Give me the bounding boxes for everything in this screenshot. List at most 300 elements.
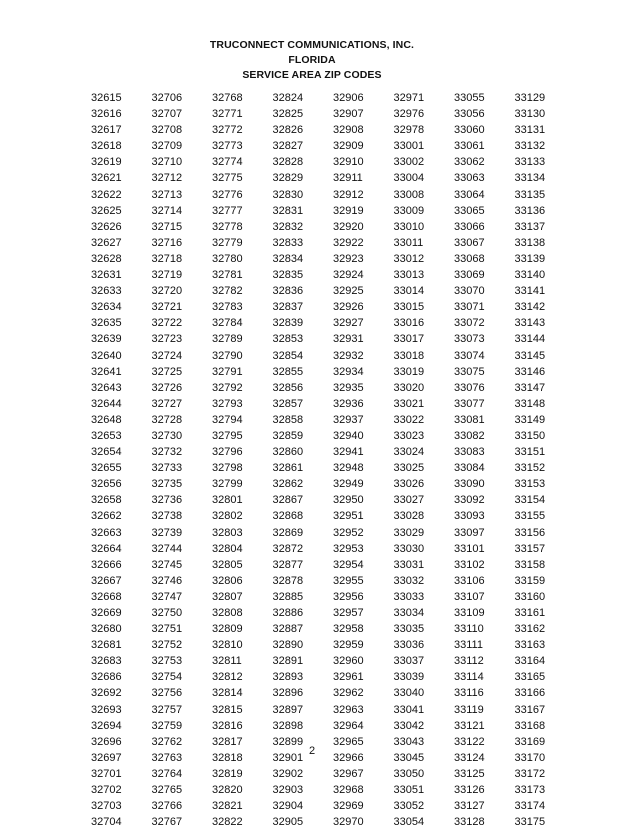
zip-code-cell: 32896 [272, 687, 304, 700]
zip-code-cell: 33158 [514, 558, 546, 571]
zip-code-cell: 33009 [393, 204, 425, 217]
zip-code-cell: 33027 [393, 494, 425, 507]
zip-code-cell: 32666 [91, 558, 122, 571]
zip-code-cell: 32768 [212, 92, 243, 104]
table-row [91, 396, 561, 412]
zip-code-cell: 33026 [393, 478, 425, 491]
zip-code-cell: 32949 [333, 478, 364, 491]
zip-code-cell: 32909 [333, 140, 364, 153]
zip-code-cell: 32825 [272, 108, 304, 121]
zip-code-cell: 32971 [393, 92, 425, 104]
zip-code-cell: 32762 [151, 735, 183, 748]
zip-code-cell: 33173 [514, 784, 546, 797]
zip-code-cell: 33008 [393, 188, 425, 201]
zip-code-cell: 33167 [514, 703, 546, 716]
zip-code-cell: 32774 [212, 156, 243, 169]
document-title: SERVICE AREA ZIP CODES [242, 69, 382, 81]
zip-code-cell: 32718 [151, 252, 183, 265]
zip-code-cell: 32626 [91, 220, 122, 233]
zip-code-cell: 33076 [454, 381, 485, 394]
zip-code-cell: 33136 [514, 204, 546, 217]
zip-code-cell: 33114 [454, 671, 484, 684]
zip-code-cell: 33072 [454, 317, 485, 330]
zip-code-cell: 32680 [91, 623, 122, 636]
zip-code-cell: 33064 [454, 188, 485, 201]
zip-code-cell: 32763 [151, 751, 183, 764]
zip-code-cell: 33141 [514, 285, 546, 298]
zip-code-cell: 32728 [151, 413, 183, 426]
zip-code-cell: 33102 [454, 558, 485, 571]
zip-code-cell: 32809 [212, 623, 243, 636]
zip-code-cell: 33041 [393, 703, 425, 716]
zip-code-cell: 33116 [454, 687, 484, 700]
zip-code-cell: 32927 [333, 317, 364, 330]
zip-code-cell: 32818 [212, 751, 243, 764]
zip-code-cell: 32669 [91, 607, 122, 619]
zip-code-cell: 33168 [514, 719, 546, 732]
zip-code-cell: 32735 [151, 478, 183, 491]
table-row [91, 508, 561, 524]
table-row [91, 203, 561, 219]
zip-code-cell: 33013 [393, 269, 425, 282]
zip-code-cell: 32815 [212, 703, 243, 716]
zip-code-cell: 32635 [91, 317, 122, 330]
zip-code-cell: 32715 [151, 220, 183, 233]
zip-code-cell: 32952 [333, 526, 364, 539]
zip-code-cell: 32878 [272, 574, 304, 587]
zip-code-cell: 32704 [91, 816, 122, 829]
zip-code-cell: 32858 [272, 413, 304, 426]
zip-code-cell: 32627 [91, 236, 122, 249]
table-row [91, 364, 561, 380]
zip-code-cell: 32772 [212, 124, 243, 137]
zip-code-cell: 33162 [514, 623, 546, 636]
zip-code-cell: 32709 [151, 140, 183, 153]
zip-code-cell: 32633 [91, 285, 122, 298]
zip-code-cell: 32639 [91, 333, 122, 346]
zip-code-cell: 32640 [91, 349, 122, 362]
zip-code-cell: 33112 [454, 655, 484, 668]
zip-code-cell: 33014 [393, 285, 425, 298]
zip-code-cell: 33126 [454, 784, 485, 797]
table-row [91, 573, 561, 589]
zip-code-cell: 33174 [514, 800, 546, 813]
table-row [91, 315, 561, 331]
zip-code-cell: 32664 [91, 542, 122, 555]
zip-code-cell: 32954 [333, 558, 364, 571]
table-row [91, 90, 561, 106]
table-row [91, 589, 561, 605]
table-row [91, 219, 561, 235]
table-row [91, 685, 561, 701]
zip-code-cell: 32747 [151, 590, 183, 603]
zip-code-cell: 33097 [454, 526, 485, 539]
zip-code-cell: 33151 [514, 446, 546, 459]
zip-code-cell: 32628 [91, 252, 122, 265]
table-row [91, 106, 561, 122]
zip-code-cell: 32925 [333, 285, 364, 298]
table-row [91, 605, 561, 621]
zip-code-cell: 33169 [514, 735, 546, 748]
zip-code-cell: 32648 [91, 413, 122, 426]
zip-code-cell: 33101 [454, 542, 485, 555]
table-row [91, 235, 561, 251]
zip-code-cell: 33092 [454, 494, 485, 507]
zip-code-cell: 33128 [454, 816, 485, 829]
zip-code-cell: 32716 [151, 236, 183, 249]
zip-code-cell: 32868 [272, 510, 304, 523]
zip-code-cell: 33142 [514, 301, 546, 314]
zip-code-cell: 33107 [454, 590, 485, 603]
zip-code-cell: 33148 [514, 397, 546, 410]
zip-code-cell: 33034 [393, 607, 425, 619]
zip-code-cell: 32935 [333, 381, 364, 394]
zip-code-cell: 33144 [514, 333, 546, 346]
zip-code-cell: 33140 [514, 269, 546, 282]
zip-code-cell: 32830 [272, 188, 304, 201]
zip-code-cell: 33139 [514, 252, 546, 265]
zip-code-cell: 33019 [393, 365, 425, 378]
zip-code-cell: 32775 [212, 172, 243, 185]
zip-code-cell: 32692 [91, 687, 122, 700]
zip-code-cell: 32781 [212, 269, 243, 282]
zip-code-cell: 32766 [151, 800, 183, 813]
zip-code-cell: 33084 [454, 462, 485, 475]
table-row [91, 525, 561, 541]
zip-code-cell: 33153 [514, 478, 546, 491]
zip-code-cell: 32854 [272, 349, 304, 362]
zip-code-cell: 32941 [333, 446, 364, 459]
zip-code-cell: 32810 [212, 639, 243, 652]
zip-code-cell: 32794 [212, 413, 243, 426]
zip-code-cell: 32860 [272, 446, 304, 459]
zip-code-cell: 32833 [272, 236, 304, 249]
zip-code-cell: 33012 [393, 252, 425, 265]
table-row [91, 541, 561, 557]
zip-code-cell: 32885 [272, 590, 304, 603]
zip-code-cell: 32662 [91, 510, 122, 523]
zip-code-cell: 32796 [212, 446, 243, 459]
zip-code-cell: 32693 [91, 703, 122, 716]
zip-code-cell: 32703 [91, 800, 122, 813]
zip-code-cell: 33149 [514, 413, 546, 426]
zip-code-cell: 32780 [212, 252, 243, 265]
zip-code-cell: 32903 [272, 784, 304, 797]
zip-code-cell: 32722 [151, 317, 183, 330]
zip-code-cell: 32922 [333, 236, 364, 249]
table-row [91, 283, 561, 299]
zip-code-cell: 32956 [333, 590, 364, 603]
zip-code-cell: 33135 [514, 188, 546, 201]
zip-code-cell: 32926 [333, 301, 364, 314]
zip-code-cell: 33106 [454, 574, 485, 587]
zip-code-cell: 32625 [91, 204, 122, 217]
zip-code-cell: 32668 [91, 590, 122, 603]
zip-code-cell: 32812 [212, 671, 243, 684]
zip-code-cell: 33121 [454, 719, 485, 732]
zip-code-cell: 32744 [151, 542, 183, 555]
zip-code-cell: 32773 [212, 140, 243, 153]
zip-code-cell: 32827 [272, 140, 304, 153]
zip-code-cell: 32732 [151, 446, 183, 459]
zip-code-cell: 32905 [272, 816, 304, 829]
zip-code-cell: 33020 [393, 381, 425, 394]
table-row [91, 492, 561, 508]
zip-code-cell: 32683 [91, 655, 122, 668]
zip-code-cell: 32893 [272, 671, 304, 684]
zip-code-cell: 32904 [272, 800, 304, 813]
zip-code-cell: 32739 [151, 526, 183, 539]
zip-code-cell: 33129 [514, 92, 546, 104]
zip-code-cell: 33132 [514, 140, 546, 153]
table-row [91, 331, 561, 347]
table-row [91, 621, 561, 637]
zip-code-cell: 32891 [272, 655, 304, 668]
zip-code-cell: 33110 [454, 623, 484, 636]
zip-code-cell: 33060 [454, 124, 485, 137]
zip-code-cell: 33062 [454, 156, 485, 169]
zip-code-cell: 33051 [393, 784, 425, 797]
zip-code-cell: 32853 [272, 333, 304, 346]
zip-code-cell: 32767 [151, 816, 183, 829]
zip-code-cell: 33154 [514, 494, 546, 507]
zip-code-cell: 33077 [454, 397, 485, 410]
zip-code-cell: 32957 [333, 607, 364, 619]
zip-code-cell: 32839 [272, 317, 304, 330]
zip-code-cell: 32820 [212, 784, 243, 797]
zip-code-cell: 32821 [212, 800, 243, 813]
zip-code-cell: 33111 [454, 639, 483, 652]
zip-code-cell: 32902 [272, 767, 304, 780]
zip-code-cell: 32750 [151, 607, 183, 619]
zip-code-cell: 32978 [393, 124, 425, 137]
zip-code-cell: 33054 [393, 816, 425, 829]
zip-code-cell: 32701 [91, 767, 122, 780]
zip-code-cell: 32829 [272, 172, 304, 185]
zip-code-cell: 33063 [454, 172, 485, 185]
zip-code-cell: 32655 [91, 462, 122, 475]
zip-code-cell: 32887 [272, 623, 304, 636]
zip-code-cell: 32656 [91, 478, 122, 491]
zip-code-cell: 33093 [454, 510, 485, 523]
zip-code-cell: 33061 [454, 140, 485, 153]
zip-code-cell: 32615 [91, 92, 122, 104]
zip-code-cell: 32784 [212, 317, 243, 330]
zip-code-cell: 32811 [212, 655, 242, 668]
zip-code-cell: 32919 [333, 204, 364, 217]
zip-code-cell: 32822 [212, 816, 243, 829]
table-row [91, 412, 561, 428]
zip-code-cell: 33055 [454, 92, 485, 104]
zip-code-cell: 33024 [393, 446, 425, 459]
zip-code-cell: 32898 [272, 719, 304, 732]
zip-code-cell: 33145 [514, 349, 546, 362]
zip-code-cell: 32832 [272, 220, 304, 233]
zip-code-cell: 32855 [272, 365, 304, 378]
zip-code-cell: 32765 [151, 784, 183, 797]
zip-code-cell: 33137 [514, 220, 546, 233]
zip-code-cell: 33056 [454, 108, 485, 121]
zip-code-cell: 32966 [333, 751, 364, 764]
zip-code-cell: 32861 [272, 462, 304, 475]
zip-code-cell: 32912 [333, 188, 364, 201]
zip-code-cell: 33124 [454, 751, 485, 764]
zip-code-cell: 32713 [151, 188, 183, 201]
zip-code-cell: 32777 [212, 204, 243, 217]
zip-code-cell: 32856 [272, 381, 304, 394]
zip-code-cell: 32831 [272, 204, 304, 217]
table-row [91, 460, 561, 476]
zip-code-cell: 32806 [212, 574, 243, 587]
table-row [91, 348, 561, 364]
zip-code-cell: 32706 [151, 92, 183, 104]
zip-code-cell: 33028 [393, 510, 425, 523]
zip-code-cell: 33068 [454, 252, 485, 265]
zip-code-cell: 32708 [151, 124, 183, 137]
document-header [0, 38, 624, 83]
zip-code-cell: 33022 [393, 413, 425, 426]
zip-code-cell: 32836 [272, 285, 304, 298]
zip-code-cell: 32654 [91, 446, 122, 459]
zip-code-cell: 33166 [514, 687, 546, 700]
zip-code-cell: 32790 [212, 349, 243, 362]
table-row [91, 138, 561, 154]
zip-code-cell: 32869 [272, 526, 304, 539]
zip-code-cell: 32634 [91, 301, 122, 314]
zip-code-cell: 32807 [212, 590, 243, 603]
table-row [91, 170, 561, 186]
zip-code-cell: 33017 [393, 333, 425, 346]
zip-code-cell: 33161 [514, 607, 546, 619]
zip-code-cell: 32616 [91, 108, 122, 121]
table-row [91, 557, 561, 573]
zip-code-cell: 32727 [151, 397, 183, 410]
zip-code-cell: 32653 [91, 429, 122, 442]
zip-code-cell: 33070 [454, 285, 485, 298]
company-name: TRUCONNECT COMMUNICATIONS, INC. [209, 39, 415, 51]
zip-code-cell: 32714 [151, 204, 183, 217]
zip-code-cell: 32793 [212, 397, 243, 410]
zip-code-cell: 32817 [212, 735, 243, 748]
zip-code-cell: 32771 [212, 108, 243, 121]
zip-code-cell: 32862 [272, 478, 304, 491]
zip-code-cell: 32808 [212, 607, 243, 619]
table-row [91, 798, 561, 814]
zip-code-cell: 32753 [151, 655, 183, 668]
zip-code-cell: 33152 [514, 462, 546, 475]
table-row [91, 637, 561, 653]
zip-code-cell: 32720 [151, 285, 183, 298]
zip-code-cell: 32867 [272, 494, 304, 507]
page-number: 2 [308, 745, 316, 757]
zip-code-cell: 33018 [393, 349, 425, 362]
zip-code-cell: 32908 [333, 124, 364, 137]
zip-code-cell: 32681 [91, 639, 122, 652]
zip-code-cell: 32746 [151, 574, 183, 587]
zip-code-cell: 33146 [514, 365, 546, 378]
zip-code-cell: 32899 [272, 735, 304, 748]
zip-code-cell: 33155 [514, 510, 546, 523]
zip-code-cell: 32757 [151, 703, 183, 716]
zip-code-cell: 32643 [91, 381, 122, 394]
state-name: FLORIDA [288, 54, 336, 66]
zip-code-cell: 32968 [333, 784, 364, 797]
zip-code-cell: 33021 [393, 397, 425, 410]
zip-code-cell: 32910 [333, 156, 364, 169]
zip-code-cell: 32964 [333, 719, 364, 732]
zip-code-cell: 33165 [514, 671, 546, 684]
zip-code-cell: 33023 [393, 429, 425, 442]
zip-code-cell: 32694 [91, 719, 122, 732]
zip-code-cell: 32778 [212, 220, 243, 233]
table-row [91, 122, 561, 138]
table-row [91, 444, 561, 460]
zip-code-cell: 32776 [212, 188, 243, 201]
zip-code-cell: 32621 [91, 172, 122, 185]
zip-code-cell: 32937 [333, 413, 364, 426]
zip-code-cell: 33032 [393, 574, 425, 587]
zip-code-cell: 32751 [151, 623, 183, 636]
table-row [91, 669, 561, 685]
zip-code-cell: 32936 [333, 397, 364, 410]
zip-code-cell: 33066 [454, 220, 485, 233]
zip-code-cell: 32641 [91, 365, 122, 378]
zip-code-cell: 32931 [333, 333, 364, 346]
zip-code-cell: 33037 [393, 655, 425, 668]
zip-code-cell: 32618 [91, 140, 122, 153]
zip-code-cell: 32795 [212, 429, 243, 442]
zip-code-cell: 33025 [393, 462, 425, 475]
zip-code-cell: 33043 [393, 735, 425, 748]
zip-code-cell: 32805 [212, 558, 243, 571]
zip-code-cell: 33159 [514, 574, 546, 587]
zip-code-cell: 33036 [393, 639, 425, 652]
zip-code-cell: 33052 [393, 800, 425, 813]
zip-code-cell: 32799 [212, 478, 243, 491]
zip-code-cell: 33071 [454, 301, 485, 314]
zip-code-cell: 32959 [333, 639, 364, 652]
zip-code-cell: 32791 [212, 365, 243, 378]
zip-code-cell: 32712 [151, 172, 183, 185]
zip-code-cell: 33045 [393, 751, 425, 764]
zip-code-cell: 32719 [151, 269, 183, 282]
zip-code-cell: 33175 [514, 816, 546, 829]
zip-code-cell: 32857 [272, 397, 304, 410]
zip-code-cell: 32960 [333, 655, 364, 668]
zip-code-cell: 33001 [393, 140, 425, 153]
zip-code-cell: 32837 [272, 301, 304, 314]
zip-code-cell: 32963 [333, 703, 364, 716]
zip-code-cell: 33156 [514, 526, 546, 539]
zip-code-cell: 32789 [212, 333, 243, 346]
zip-code-cell: 32819 [212, 767, 243, 780]
zip-code-cell: 33082 [454, 429, 485, 442]
zip-code-cell: 32663 [91, 526, 122, 539]
zip-code-cell: 32752 [151, 639, 183, 652]
zip-code-cell: 33164 [514, 655, 546, 668]
zip-code-cell: 33050 [393, 767, 425, 780]
zip-code-cell: 32803 [212, 526, 243, 539]
zip-code-cell: 32779 [212, 236, 243, 249]
zip-code-cell: 33083 [454, 446, 485, 459]
zip-code-cell: 33010 [393, 220, 425, 233]
table-row [91, 814, 561, 830]
table-row [91, 154, 561, 170]
zip-code-cell: 33004 [393, 172, 425, 185]
zip-code-cell: 32696 [91, 735, 122, 748]
zip-code-cell: 32872 [272, 542, 304, 555]
zip-code-cell: 33090 [454, 478, 485, 491]
